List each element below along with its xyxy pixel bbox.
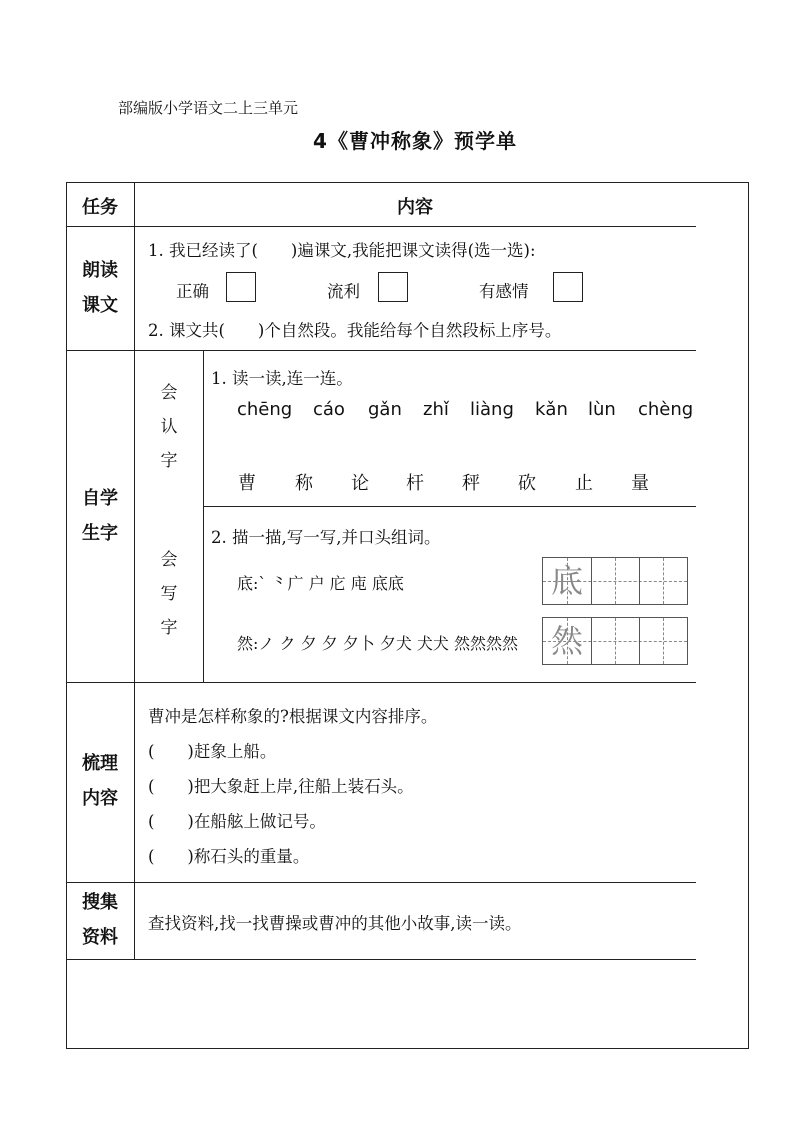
sub-label-write: 会 写 字	[160, 550, 178, 638]
worksheet-subtitle: 部编版小学语文二上三单元	[118, 99, 299, 117]
pinyin-item: chēng	[237, 399, 293, 420]
write-instruction: 2. 描一描,写一写,并口头组词。	[211, 528, 441, 547]
character-item: 量	[631, 473, 649, 494]
task-label-reading: 朗读 课文	[82, 260, 118, 316]
reading-question-1: 1. 我已经读了( )遍课文,我能把课文读得(选一选):	[148, 241, 536, 260]
collect-task-text: 查找资料,找一找曹操或曹冲的其他小故事,读一读。	[148, 914, 522, 933]
sorting-item: ( )把大象赶上岸,往船上装石头。	[148, 777, 414, 796]
checkbox-expressive[interactable]	[553, 272, 583, 302]
recognize-instruction: 1. 读一读,连一连。	[211, 369, 353, 388]
sorting-item: ( )在船舷上做记号。	[148, 812, 326, 831]
column-header-task: 任务	[82, 197, 118, 218]
pinyin-item: zhǐ	[423, 399, 449, 420]
character-item: 秤	[462, 473, 480, 494]
character-item: 止	[575, 473, 593, 494]
sub-label-recognize: 会 认 字	[160, 383, 178, 471]
sorting-item: ( )赶象上船。	[148, 742, 277, 761]
task-label-self-study: 自学 生字	[82, 488, 118, 544]
pinyin-item: kǎn	[535, 399, 568, 420]
checkbox-fluent[interactable]	[378, 272, 408, 302]
pinyin-item: chèng	[638, 399, 694, 420]
checkbox-correct[interactable]	[226, 272, 256, 302]
model-character-di: 底	[550, 562, 583, 600]
column-header-content: 内容	[397, 197, 433, 218]
character-item: 杆	[406, 473, 424, 494]
model-character-ran: 然	[550, 622, 583, 660]
character-item: 砍	[518, 473, 536, 494]
reading-question-2: 2. 课文共( )个自然段。我能给每个自然段标上序号。	[148, 321, 562, 340]
pinyin-item: liàng	[470, 399, 514, 420]
character-item: 曹	[238, 473, 256, 494]
task-label-sorting: 梳理 内容	[82, 753, 118, 809]
task-label-collect: 搜集 资料	[82, 892, 118, 948]
sorting-item: ( )称石头的重量。	[148, 847, 310, 866]
pinyin-item: cáo	[313, 399, 345, 420]
character-item: 称	[295, 473, 313, 494]
sorting-question: 曹冲是怎样称象的?根据课文内容排序。	[148, 707, 438, 726]
pinyin-item: gǎn	[368, 399, 402, 420]
option-label-expressive: 有感情	[479, 282, 529, 301]
option-label-fluent: 流利	[327, 282, 360, 301]
page-title: 4《曹冲称象》预学单	[313, 129, 517, 153]
character-item: 论	[351, 473, 369, 494]
writing-grid-ran[interactable]	[542, 617, 688, 665]
pinyin-item: lùn	[588, 399, 616, 420]
stroke-order-ran: 然:ノ ク 夕 夕 夕卜 夕犬 犬犬 然然然然	[237, 634, 518, 653]
option-label-correct: 正确	[176, 282, 209, 301]
stroke-order-di: 底:` ⺀广 户 庀 庉 底底	[237, 574, 404, 593]
writing-grid-di[interactable]	[542, 557, 688, 605]
